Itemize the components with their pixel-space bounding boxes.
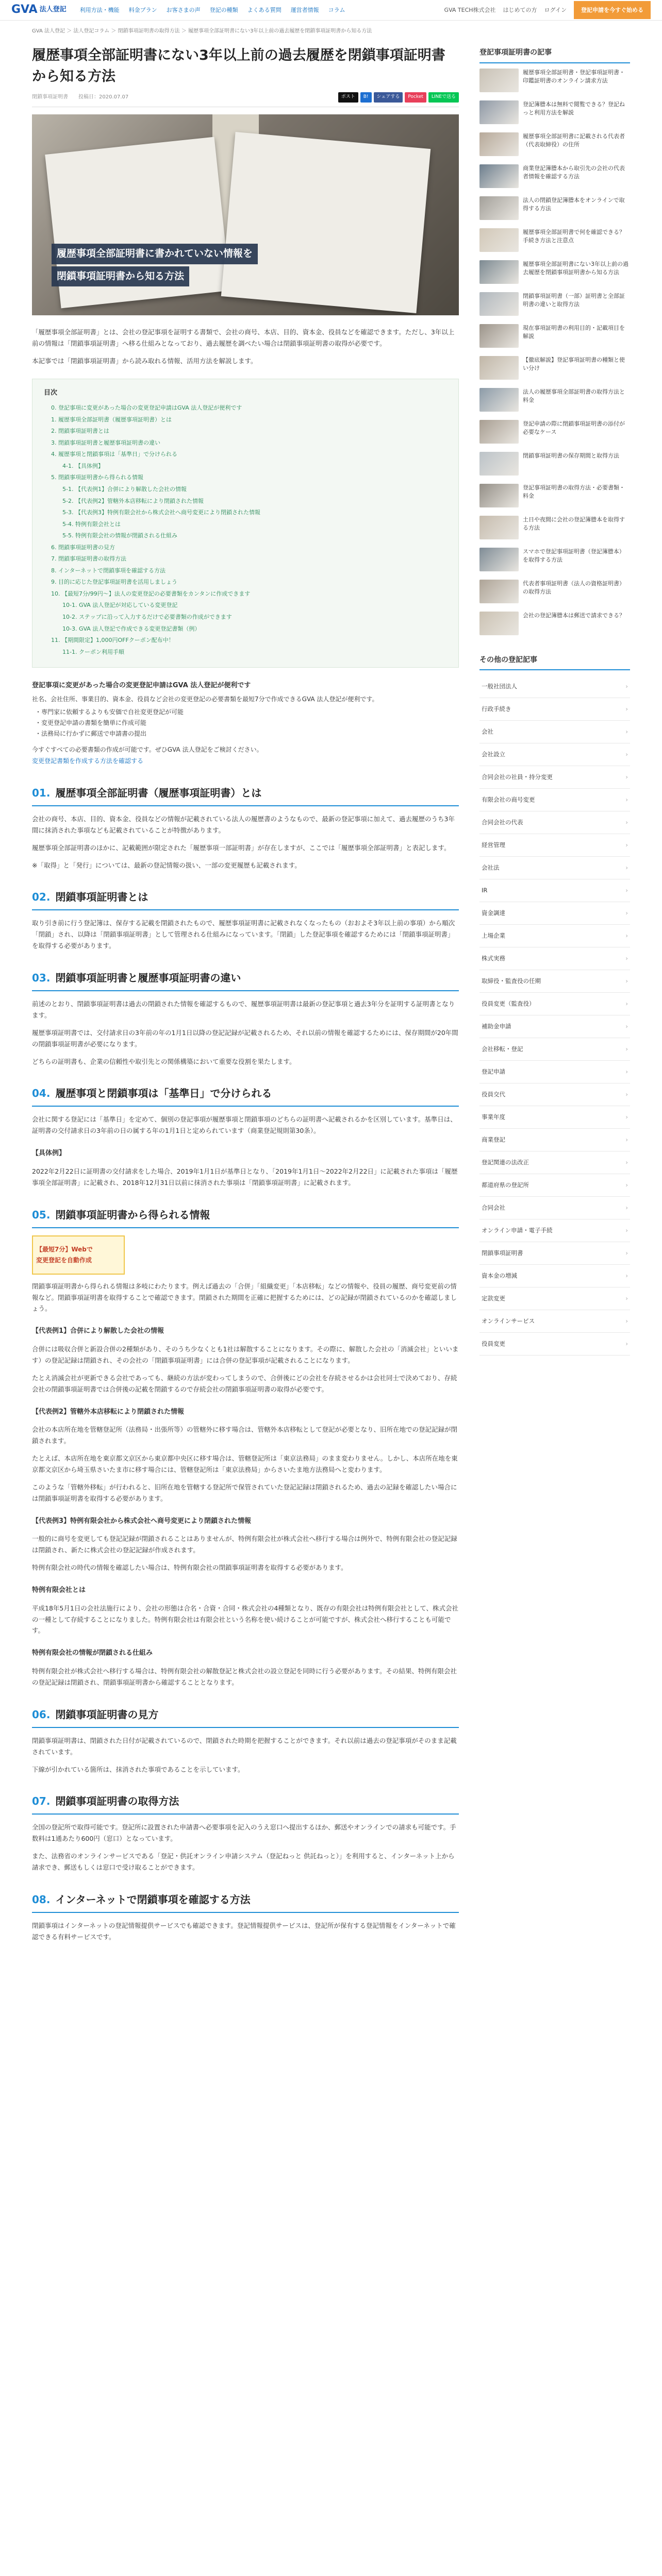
sidebar-article-title[interactable]: 登記申請の際に閉鎖事項証明書の添付が必要なケース [523, 420, 625, 435]
sidebar-category-label: 経営管理 [482, 841, 505, 849]
chevron-right-icon: › [625, 977, 628, 985]
chevron-right-icon: › [625, 728, 628, 736]
body-paragraph: 2022年2月22日に証明書の交付請求をした場合、2019年1月1日が基準日となり、「2019年1月1日〜2022年2月22日」に記載された事項は「履歴事項全部証明書」に記載され、2018年12月31日以前に抹消された事項は「閉鎖事項証明書」に記載されます。 [32, 1167, 458, 1187]
intro-paragraph: 「履歴事項全部証明書」とは、会社の登記事項を証明する書類で、会社の商号、本店、目的、資本金、役員などを確認できます。ただし、3年以上前の情報は「閉鎖事項証明書」へ移る仕組みとなっており、過去履歴を調べたい場合は閉鎖事項証明書の取得が必要です。 [32, 328, 455, 347]
sidebar-article-title[interactable]: 土日や夜間に会社の登記簿謄本を取得する方法 [523, 516, 625, 531]
hero-image [32, 114, 459, 315]
toc-item[interactable]: 11. 【期間限定】1,000円OFFクーポン配布中！ [51, 637, 174, 644]
article-thumbnail [479, 388, 519, 412]
sidebar-article-title[interactable]: 【徹底解説】登記事項証明書の種類と使い分け [523, 356, 625, 371]
article-thumbnail [479, 228, 519, 252]
sidebar-category-item[interactable] [479, 1197, 630, 1219]
toc-title: 目次 [44, 389, 58, 397]
section-heading [32, 784, 459, 806]
sidebar-category-item[interactable] [479, 1061, 630, 1083]
post-date: 投稿日：2020.07.07 [78, 94, 129, 100]
sidebar-category-label: 資本金の増減 [482, 1272, 517, 1280]
sidebar-category-label: 閉鎖事項証明書 [482, 1249, 523, 1257]
sidebar-article[interactable] [479, 196, 630, 220]
sidebar-category-label: 会社法 [482, 864, 500, 872]
chevron-right-icon: › [625, 1181, 628, 1189]
toc-item[interactable]: 8. インターネットで閉鎖事項を確認する方法 [51, 567, 166, 574]
sidebar-article[interactable] [479, 69, 630, 92]
article-thumbnail [479, 324, 519, 348]
sidebar-category-item[interactable] [479, 993, 630, 1015]
promo-banner-ad[interactable] [32, 1235, 125, 1275]
sidebar-category-item[interactable] [479, 1015, 630, 1038]
body-paragraph: 一般的に商号を変更しても登記記録が閉鎖されることはありませんが、特例有限会社が株式会社へ移行する場合は例外で、特例有限会社の登記記録は閉鎖され、新たに株式会社の登記記録が作成されます。 [32, 1535, 457, 1554]
site-logo[interactable] [11, 0, 67, 20]
article-sections [32, 784, 459, 1943]
sidebar-category-label: 商業登記 [482, 1136, 505, 1144]
sidebar-article-title[interactable]: 閉鎖事項証明書の保存期間と取得方法 [523, 452, 619, 459]
toc-item[interactable]: 7. 閉鎖事項証明書の取得方法 [51, 555, 126, 563]
sidebar-article-title[interactable]: 履歴事項全部証明書に記載される代表者（代表取締役）の住所 [523, 132, 625, 148]
toc-item[interactable]: 5-1. 【代表例1】合併により解散した会社の情報 [62, 485, 187, 493]
sidebar-category-item[interactable] [479, 1106, 630, 1129]
sidebar-category-label: 上場企業 [482, 932, 505, 940]
start-registration-button[interactable]: 登記申請を今すぐ始める [574, 1, 651, 19]
body-paragraph: 前述のとおり、閉鎖事項証明書は過去の閉鎖された情報を確認するもので、履歴事項証明書は最新の登記事項と過去3年分を証明する証明書となります。 [32, 1000, 455, 1019]
section-title: インターネットで閉鎖事項を確認する方法 [55, 1893, 251, 1906]
chevron-right-icon: › [625, 864, 628, 872]
sub-heading: 【代表例2】管轄外本店移転により閉鎖された情報 [32, 1408, 185, 1416]
section-title: 閉鎖事項証明書の取得方法 [55, 1795, 179, 1808]
chevron-right-icon: › [625, 683, 628, 690]
sidebar-category-item[interactable] [479, 1333, 630, 1355]
section-number: 08. [32, 1893, 51, 1906]
article-thumbnail [479, 516, 519, 539]
body-paragraph: どちらの証明書も、企業の信頼性や取引先との関係構築において重要な役割を果たします。 [32, 1057, 296, 1065]
body-paragraph: 履歴事項証明書では、交付請求日の3年前の年の1月1日以降の登記記録が記載されるため、それ以前の情報を確認するためには、保存期間が20年間の閉鎖事項証明書が必要になります。 [32, 1028, 458, 1048]
section-heading [32, 1206, 459, 1228]
chevron-right-icon: › [625, 1159, 628, 1166]
section-number: 01. [32, 786, 51, 799]
chevron-right-icon: › [625, 841, 628, 849]
sidebar-category-item[interactable] [479, 743, 630, 766]
article-thumbnail [479, 196, 519, 220]
sidebar-category-item[interactable] [479, 1310, 630, 1333]
toc-list [44, 402, 447, 658]
section-heading [32, 1792, 459, 1815]
promo-banner[interactable] [32, 1235, 459, 1275]
sidebar-category-label: 会社設立 [482, 751, 505, 758]
toc-item[interactable]: 0. 登記事項に変更があった場合の変更登記申請はGVA 法人登記が便利です [51, 404, 242, 412]
article-thumbnail [479, 452, 519, 476]
chevron-right-icon: › [625, 819, 628, 826]
sidebar-article-title[interactable]: 現在事項証明書の利用目的・記載項目を解説 [523, 324, 625, 340]
sidebar-category-label: オンライン申請・電子手続 [482, 1227, 553, 1234]
pr-block [32, 680, 459, 767]
article-thumbnail [479, 260, 519, 284]
toc-item[interactable]: 10. 【最短7分/99円〜】法人の変更登記の必要書類をカンタンに作成できます [51, 590, 251, 597]
sidebar-article[interactable] [479, 548, 630, 571]
section-number: 07. [32, 1795, 51, 1808]
section-heading [32, 1084, 459, 1107]
sidebar-article[interactable] [479, 420, 630, 444]
toc-item[interactable]: 4-1. 【具体例】 [62, 462, 104, 469]
sidebar-category-label: 有限会社の商号変更 [482, 796, 535, 804]
nav-item-reviews[interactable]: お客さまの声 [166, 6, 201, 13]
section-heading [32, 969, 459, 991]
toc-item[interactable]: 2. 閉鎖事項証明書とは [51, 428, 109, 435]
sidebar-article[interactable] [479, 388, 630, 412]
sub-heading: 【代表例1】合併により解散した会社の情報 [32, 1327, 164, 1335]
chevron-right-icon: › [625, 796, 628, 804]
sidebar-article-title[interactable]: 登記事項証明書の取得方法・必要書類・料金 [523, 484, 625, 499]
sidebar-article[interactable] [479, 516, 630, 539]
chevron-right-icon: › [625, 1317, 628, 1325]
sidebar-category-item[interactable] [479, 789, 630, 811]
sidebar-category-label: 会社 [482, 728, 493, 736]
article-meta [32, 92, 459, 107]
first-time-link[interactable]: はじめての方 [503, 6, 537, 13]
chevron-right-icon: › [625, 1000, 628, 1008]
body-paragraph: ※「取得」と「発行」については、最新の登記情報の扱い、一部の変更履歴も記載されます。 [32, 861, 301, 869]
main-nav [80, 5, 345, 15]
section-number: 04. [32, 1087, 51, 1100]
hero-caption-line: 履歴事項全部証明書に書かれていない情報を [52, 244, 258, 264]
sidebar-category-item[interactable] [479, 698, 630, 721]
toc-item[interactable]: 5-4. 特例有限会社とは [62, 520, 121, 528]
chevron-right-icon: › [625, 887, 628, 894]
sidebar-category-label: 事業年度 [482, 1113, 505, 1121]
page-title: 履歴事項全部証明書にない3年以上前の過去履歴を閉鎖事項証明書から知る方法 [32, 47, 445, 84]
toc-item[interactable]: 3. 閉鎖事項証明書と履歴事項証明書の違い [51, 439, 160, 446]
sidebar-category-item[interactable] [479, 902, 630, 925]
sidebar-article-title[interactable]: 履歴事項全部証明書・登記事項証明書・印鑑証明書のオンライン請求方法 [523, 69, 625, 84]
body-paragraph: たとえば、本店所在地を東京都文京区から東京都中央区に移す場合は、管轄登記所は「東京法務局」のまま変わりません。しかし、本店所在地を東京都文京区から埼玉県さいたま市に移す場合には、管轄登記所は「東京法務局」からさいたま地方法務局へと変わります。 [32, 1454, 458, 1473]
section-title: 履歴事項全部証明書（履歴事項証明書）とは [55, 786, 262, 799]
sub-heading: 特例有限会社の情報が閉鎖される仕組み [32, 1649, 153, 1657]
hero-caption [52, 244, 258, 289]
pr-text: 社名、会社住所、事業目的、資本金、役員など会社の変更登記の必要書類を最短7分で作成できるGVA 法人登記が便利です。 [32, 695, 378, 703]
chevron-right-icon: › [625, 932, 628, 940]
sidebar-article-title[interactable]: スマホで登記事項証明書（登記簿謄本）を取得する方法 [523, 548, 625, 563]
body-paragraph: 平成18年5月1日の会社法施行により、会社の形態は合名・合資・合同・株式会社の4種類となり、既存の有限会社は特例有限会社として、株式会社の一種として存続することになりました。特例有限会社は有限会社という名称を使い続けることが可能ですが、株式会社へ移行することも可能です。 [32, 1604, 459, 1635]
body-paragraph: 閉鎖事項証明書は、閉鎖された日付が記載されているので、閉鎖された時期を把握することができます。それ以前は過去の登記事項がそのまま記載されています。 [32, 1736, 457, 1756]
sidebar-category-list [479, 675, 630, 1355]
section-number: 05. [32, 1208, 51, 1221]
login-link[interactable]: ログイン [544, 6, 567, 13]
sidebar-category-item[interactable] [479, 1129, 630, 1151]
sidebar-article-title[interactable]: 履歴事項全部証明書で何を確認できる？手続き方法と注意点 [523, 228, 625, 244]
list-item: ・専門家に依頼するよりも安価で自社変更登記が可能 [35, 708, 184, 716]
article-thumbnail [479, 420, 519, 444]
nav-item-company[interactable]: 運営者情報 [290, 6, 319, 13]
sidebar-category-label: 補助金申請 [482, 1023, 511, 1030]
sub-heading: 特例有限会社とは [32, 1586, 86, 1594]
body-paragraph: 閉鎖事項証明書から得られる情報は多岐にわたります。例えば過去の「合併」「組織変更」「本店移転」などの情報や、役員の履歴、商号変更前の情報など。閉鎖事項証明書を取得することで確認できます。閉鎖された期間を正確に把握するためには、どの記録が閉鎖されているのかを確認しましょう。 [32, 1282, 457, 1313]
sidebar-category-item[interactable] [479, 1242, 630, 1265]
sidebar-category-item[interactable] [479, 1265, 630, 1287]
toc-item[interactable]: 10-1. GVA 法人登記が対応している変更登記 [62, 602, 178, 609]
toc-item[interactable]: 1. 履歴事項全部証明書（履歴事項証明書）とは [51, 416, 172, 423]
chevron-right-icon: › [625, 1249, 628, 1257]
promo-banner-text: 【最短7分】Webで [36, 1245, 93, 1253]
toc-item[interactable]: 11-1. クーポン利用手順 [62, 648, 124, 655]
sidebar-article[interactable] [479, 356, 630, 380]
body-paragraph: このような「管轄外移転」が行われると、旧所在地を管轄する登記所で保管されていた登記記録は閉鎖されるため、過去の記録を確認したい場合には閉鎖事項証明書を取得する必要があります。 [32, 1483, 457, 1502]
sidebar-category-item[interactable] [479, 857, 630, 879]
section-heading [32, 1891, 459, 1913]
toc-item[interactable]: 6. 閉鎖事項証明書の見方 [51, 544, 115, 551]
sidebar-category-label: 行政手続き [482, 705, 511, 713]
section-heading [32, 888, 459, 910]
site-header [0, 0, 662, 21]
nav-item-types[interactable]: 登記の種類 [209, 6, 238, 13]
sidebar-category-item[interactable] [479, 947, 630, 970]
chevron-right-icon: › [625, 1023, 628, 1030]
sidebar-title: その他の登記記事 [479, 643, 630, 671]
chevron-right-icon: › [625, 1136, 628, 1144]
sidebar-article-list [479, 69, 630, 635]
sidebar-article[interactable] [479, 324, 630, 348]
sidebar-category-item[interactable] [479, 1219, 630, 1242]
sidebar-article[interactable] [479, 100, 630, 124]
sidebar-category-item[interactable] [479, 1038, 630, 1061]
article-main [32, 36, 459, 2576]
sidebar-article[interactable] [479, 228, 630, 252]
logo-subtext: 法人登記 [39, 6, 67, 14]
article-thumbnail [479, 69, 519, 92]
toc-item[interactable]: 5. 閉鎖事項証明書から得られる情報 [51, 474, 143, 481]
sidebar-category-item[interactable] [479, 675, 630, 698]
sidebar-category-item[interactable] [479, 811, 630, 834]
article-thumbnail [479, 484, 519, 507]
sub-heading: 【代表例3】特例有限会社から株式会社へ商号変更により閉鎖された情報 [32, 1517, 252, 1525]
share-line-button[interactable]: LINEで送る [428, 92, 459, 103]
breadcrumb[interactable]: GVA 法人登記 ＞ 法人登記コラム ＞ 閉鎖事項証明書の取得方法 ＞ 履歴事項全部証明書にない3年以上前の過去履歴を閉鎖事項証明書から知る方法 [32, 28, 372, 34]
nav-item-faq[interactable]: よくある質問 [247, 6, 282, 13]
sidebar-category-label: IR [482, 887, 488, 894]
sidebar-category-label: 定款変更 [482, 1295, 505, 1302]
promo-banner-text: 変更登記を自動作成 [36, 1256, 92, 1264]
sidebar-category-item[interactable] [479, 925, 630, 947]
sidebar-article[interactable] [479, 260, 630, 284]
sidebar-category-label: 都道府県の登記所 [482, 1181, 529, 1189]
chevron-right-icon: › [625, 1204, 628, 1212]
article-thumbnail [479, 292, 519, 316]
sidebar-article-title[interactable]: 閉鎖事項証明書（一部）証明書と全部証明書の違いと取得方法 [523, 292, 625, 308]
toc-item[interactable]: 5-2. 【代表例2】管轄外本店移転により閉鎖された情報 [62, 497, 204, 504]
chevron-right-icon: › [625, 1068, 628, 1076]
chevron-right-icon: › [625, 1091, 628, 1098]
nav-item-column[interactable]: コラム [328, 6, 345, 13]
table-of-contents [32, 379, 459, 668]
article-thumbnail [479, 356, 519, 380]
list-item: ・法務局に行かずに郵送で申請書の提出 [35, 730, 147, 737]
sidebar-category-label: 会社移転・登記 [482, 1045, 523, 1053]
article-thumbnail [479, 100, 519, 124]
sidebar-category-item[interactable] [479, 834, 630, 857]
category-label[interactable]: 閉鎖事項証明書 [32, 94, 68, 100]
sidebar-category-label: 取締役・監査役の任期 [482, 977, 541, 985]
list-item: ・変更登記申請の書類を簡単に作成可能 [35, 719, 147, 726]
sidebar-article[interactable] [479, 612, 630, 635]
body-paragraph: 取り引き前に行う登記簿は、保存する記載を閉鎖されたもので、履歴事項証明書に記載されなくなったもの（おおよそ3年以上前の事項）から順次「閉鎖」され、以降は「閉鎖事項証明書」として管理される仕組みになっています。「閉鎖」した登記事項を確認するためには「閉鎖事項証明書」を取得する必要があります。 [32, 919, 455, 950]
chevron-right-icon: › [625, 955, 628, 962]
body-paragraph: 閉鎖事項はインターネットの登記情報提供サービスでも確認できます。登記情報提供サービスは、登記所が保有する登記情報をインターネットで確認できる有料サービスです。 [32, 1921, 456, 1941]
sidebar-category-label: 登記申請 [482, 1068, 505, 1076]
sidebar-article-title[interactable]: 会社の登記簿謄本は郵送で請求できる？ [523, 612, 625, 619]
sidebar [479, 36, 630, 2576]
sidebar-article[interactable] [479, 484, 630, 507]
sidebar-category-label: 役員変更 [482, 1340, 505, 1348]
chevron-right-icon: › [625, 1272, 628, 1280]
toc-item[interactable]: 9. 目的に応じた登記事項証明書を活用しましょう [51, 579, 177, 586]
article-thumbnail [479, 612, 519, 635]
chevron-right-icon: › [625, 909, 628, 917]
share-facebook-button[interactable]: シェアする [374, 92, 403, 103]
pr-bullets [35, 707, 459, 739]
sidebar-category-item[interactable] [479, 1174, 630, 1197]
logo-text: GVA [11, 3, 38, 16]
section-number: 03. [32, 972, 51, 985]
sidebar-category-label: オンラインサービス [482, 1317, 535, 1325]
article-thumbnail [479, 164, 519, 188]
sidebar-article[interactable] [479, 164, 630, 188]
sidebar-article[interactable] [479, 292, 630, 316]
body-paragraph: 合併には吸収合併と新設合併の2種類があり、そのうち少なくとも1社は解散することになります。その際に、解散した会社の「消滅会社」といいます）の登記記録は閉鎖され、その会社の「閉鎖事項証明書」には合併の登記事項が記載されることになります。 [32, 1345, 459, 1364]
toc-item[interactable]: 5-3. 【代表例3】特例有限会社から株式会社へ商号変更により閉鎖された情報 [62, 509, 260, 516]
section-title: 閉鎖事項証明書から得られる情報 [55, 1208, 210, 1221]
sidebar-category-label: 株式実務 [482, 955, 505, 962]
sidebar-article[interactable] [479, 132, 630, 156]
body-paragraph: 特例有限会社が株式会社へ移行する場合は、特例有限会社の解散登記と株式会社の設立登記を同時に行う必要があります。その結果、特例有限会社の登記記録は閉鎖され、閉鎖事項証明書から確認することとなります。 [32, 1667, 457, 1686]
chevron-right-icon: › [625, 1113, 628, 1121]
sidebar-article[interactable] [479, 452, 630, 476]
chevron-right-icon: › [625, 1340, 628, 1348]
sidebar-article-title[interactable]: 商業登記簿謄本から取引先の会社の代表者情報を確認する方法 [523, 164, 625, 180]
sidebar-article[interactable] [479, 580, 630, 603]
sidebar-category-item[interactable] [479, 879, 630, 902]
section-title: 閉鎖事項証明書の見方 [55, 1708, 159, 1721]
share-pocket-button[interactable]: Pocket [405, 92, 426, 103]
toc-item[interactable]: 10-2. ステップに沿って入力するだけで必要書類の作成ができます [62, 613, 232, 620]
toc-item[interactable]: 4. 履歴事項と閉鎖事項は「基準日」で分けられる [51, 451, 177, 458]
sidebar-category-item[interactable] [479, 766, 630, 789]
sidebar-category-label: 合同会社の社員・持分変更 [482, 773, 553, 781]
chevron-right-icon: › [625, 1295, 628, 1302]
body-paragraph: 会社に関する登記には「基準日」を定めて、個別の登記事項が履歴事項と閉鎖事項のどちらの証明書へ記載されるかを区別しています。基準日は、証明書の交付請求日の3年前の日の属する年の1月1日と定められています（商業登記規則第30条）。 [32, 1115, 457, 1135]
article-thumbnail [479, 548, 519, 571]
sidebar-category-label: 一般社団法人 [482, 683, 517, 690]
body-paragraph: 会社の商号、本店、目的、資本金、役員などの情報が記載されている法人の履歴書のようなもので、最新の登記事項に加えて、過去履歴のうち3年間に抹消された事項なども記載されていることが特徴があります。 [32, 815, 455, 834]
section-heading [32, 1706, 459, 1728]
share-x-button[interactable]: ポスト [338, 92, 358, 103]
sidebar-category-label: 役員交代 [482, 1091, 505, 1098]
body-paragraph: 下線が引かれている箇所は、抹消された事項であることを示しています。 [32, 1765, 244, 1773]
section-title: 履歴事項と閉鎖事項は「基準日」で分けられる [55, 1087, 272, 1100]
sidebar-category-label: 合同会社の代表 [482, 819, 523, 826]
company-link[interactable]: GVA TECH株式会社 [444, 6, 496, 13]
sidebar-article-title[interactable]: 法人の閉鎖登記簿謄本をオンラインで取得する方法 [523, 196, 625, 212]
sidebar-article-title[interactable]: 法人の履歴事項全部証明書の取得方法と料金 [523, 388, 625, 403]
toc-item[interactable]: 10-3. GVA 法人登記で作成できる変更登記書類（例） [62, 625, 201, 632]
share-hatena-button[interactable]: B! [360, 92, 372, 103]
toc-item[interactable]: 5-5. 特例有限会社の情報が閉鎖される仕組み [62, 532, 177, 539]
header-right [444, 1, 651, 19]
body-paragraph: 履歴事項全部証明書のほかに、記載範囲が限定された「履歴事項一部証明書」が存在しますが、ここでは「履歴事項全部証明書」と表記します。 [32, 843, 451, 852]
sidebar-category-item[interactable] [479, 721, 630, 743]
section-title: 閉鎖事項証明書と履歴事項証明書の違い [55, 972, 241, 985]
sidebar-category-label: 登記関連の法改正 [482, 1159, 529, 1166]
section-title: 閉鎖事項証明書とは [55, 891, 148, 904]
body-paragraph: 特例有限会社の時代の情報を確認したい場合は、特例有限会社の閉鎖事項証明書を取得する必要があります。 [32, 1564, 347, 1572]
sidebar-category-item[interactable] [479, 1287, 630, 1310]
chevron-right-icon: › [625, 1227, 628, 1234]
hero-caption-line: 閉鎖事項証明書から知る方法 [52, 266, 189, 286]
sidebar-category-label: 資金調達 [482, 909, 505, 917]
sidebar-article-title[interactable]: 登記簿謄本は無料で閲覧できる？登記ねっと利用方法を解説 [523, 100, 625, 116]
nav-item-pricing[interactable]: 料金プラン [128, 6, 157, 13]
pr-cta-text: 今すぐすべての必要書類の作成が可能です。ぜひGVA 法人登記をご検討ください。 [32, 745, 263, 753]
sidebar-title: 登記事項証明書の記事 [479, 36, 630, 63]
article-thumbnail [479, 132, 519, 156]
body-paragraph: 全国の登記所で取得可能です。登記所に設置された申請書へ必要事項を記入のうえ窓口へ提出するほか、郵送やオンラインでの請求も可能です。手数料は1通あたり600円（窓口）となっています。 [32, 1823, 456, 1843]
body-paragraph: また、法務省のオンラインサービスである「登記・供託オンライン申請システム（登記ねっと 供託ねっと）」を利用すると、インターネット上から請求でき、郵送もしくは窓口で受け取ることができます。 [32, 1852, 455, 1872]
sidebar-category-item[interactable] [479, 1083, 630, 1106]
nav-item-usage[interactable]: 利用方法・機能 [79, 6, 120, 13]
share-buttons [338, 92, 459, 103]
pr-title: 登記事項に変更があった場合の変更登記申請はGVA 法人登記が便利です [32, 682, 251, 690]
body-paragraph: 会社の本店所在地を管轄登記所（法務局・出張所等）の管轄外に移す場合は、管轄外本店移転として登記が必要となり、旧所在地での登記記録が閉鎖されます。 [32, 1426, 458, 1445]
chevron-right-icon: › [625, 751, 628, 758]
article-thumbnail [479, 580, 519, 603]
sidebar-category-label: 役員変更（監査役） [482, 1000, 535, 1008]
section-number: 02. [32, 891, 51, 904]
sub-heading: 【具体例】 [32, 1149, 66, 1158]
body-paragraph: たとえ消滅会社が更新できる会社であっても、継続の方法が変わってしまうので、合併後にどの会社を存続させるかは会社同士で決めており、存続会社の閉鎖事項証明書では合併後の記載を閉鎖するので存続会社の閉鎖事項証明書の取得が必要です。 [32, 1374, 457, 1393]
sidebar-category-label: 合同会社 [482, 1204, 505, 1212]
pr-link[interactable]: 変更登記書類を作成する方法を確認する [32, 757, 144, 765]
sidebar-category-item[interactable] [479, 1151, 630, 1174]
chevron-right-icon: › [625, 705, 628, 713]
chevron-right-icon: › [625, 773, 628, 781]
section-number: 06. [32, 1708, 51, 1721]
sidebar-article-title[interactable]: 履歴事項全部証明書にない3年以上前の過去履歴を閉鎖事項証明書から知る方法 [523, 260, 628, 276]
intro-paragraph: 本記事では「閉鎖事項証明書」から読み取れる情報、活用方法を解説します。 [32, 357, 257, 365]
chevron-right-icon: › [625, 1045, 628, 1053]
sidebar-category-item[interactable] [479, 970, 630, 993]
sidebar-article-title[interactable]: 代表者事項証明書（法人の資格証明書）の取得方法 [523, 580, 625, 595]
